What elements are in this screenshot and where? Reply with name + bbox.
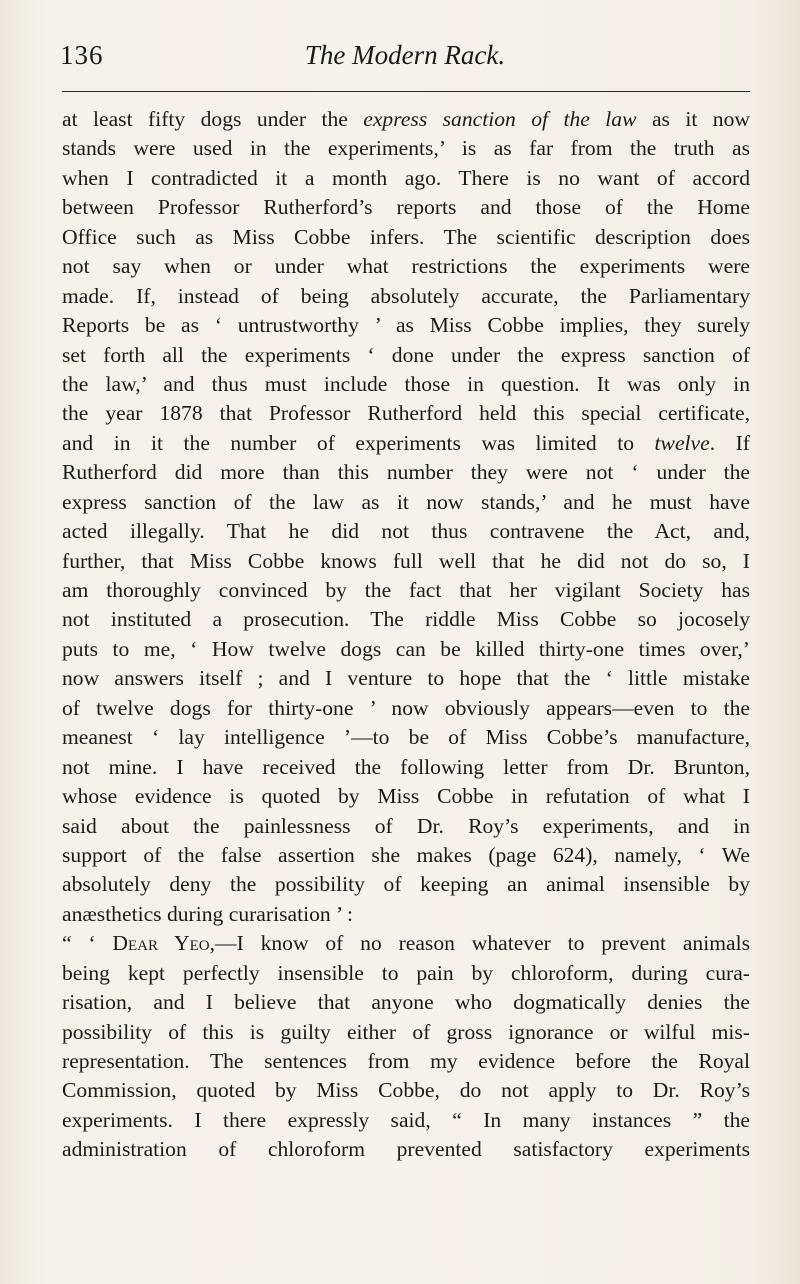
text-line	[62, 988, 750, 1017]
text-line	[62, 164, 750, 193]
text-line	[62, 1047, 750, 1076]
text-segment: not mine. I have received the following letter from Dr. Brunton,	[62, 754, 750, 779]
text-segment: Rutherford did more than this number they were not ‘ under the	[62, 460, 750, 485]
text-line	[62, 635, 750, 664]
text-segment: set forth all the experiments ‘ done under the express sanction of	[62, 342, 750, 367]
text-line	[62, 900, 750, 929]
text-segment: risation, and I believe that anyone who dogmatically denies the	[62, 990, 750, 1015]
text-segment: as it now	[636, 107, 750, 131]
text-line	[62, 458, 750, 487]
text-segment: the law,’ and thus must include those in question. It was only in	[62, 371, 750, 396]
text-segment: the year 1878 that Professor Rutherford held this special certificate,	[62, 401, 750, 426]
text-segment: Commission, quoted by Miss Cobbe, do not apply to Dr. Roy’s	[62, 1078, 750, 1103]
text-line	[62, 282, 750, 311]
text-line	[62, 782, 750, 811]
text-line	[62, 959, 750, 988]
text-segment: said about the painlessness of Dr. Roy’s experiments, and in	[62, 813, 750, 838]
text-line	[62, 311, 750, 340]
text-line	[62, 341, 750, 370]
text-line	[62, 1076, 750, 1105]
text-segment: experiments. I there expressly said, “ In many instances ” the	[62, 1107, 750, 1132]
text-line	[62, 841, 750, 870]
text-segment: meanest ‘ lay intelligence ’—to be of Miss Cobbe’s manufacture,	[62, 725, 750, 750]
text-line	[62, 547, 750, 576]
text-line	[62, 134, 750, 163]
text-segment: “ ‘	[62, 931, 113, 956]
text-segment: puts to me, ‘ How twelve dogs can be killed thirty-one times over,’	[62, 636, 750, 661]
text-line	[62, 1018, 750, 1047]
text-line	[62, 488, 750, 517]
text-line	[62, 429, 750, 458]
small-caps-segment: Dear Yeo	[112, 931, 210, 956]
text-line	[62, 723, 750, 752]
body-text	[62, 105, 750, 1165]
text-segment: of twelve dogs for thirty-one ’ now obviously appears—even to the	[62, 695, 750, 720]
text-segment: made. If, instead of being absolutely accurate, the Parliamentary	[62, 283, 750, 308]
text-segment: stands were used in the experiments,’ is as far from the truth as	[62, 136, 750, 161]
header-rule	[62, 91, 750, 92]
text-segment: not say when or under what restrictions the experiments were	[62, 254, 750, 279]
text-line	[62, 1106, 750, 1135]
text-line	[62, 517, 750, 546]
page-header	[60, 40, 750, 80]
text-segment: not instituted a prosecution. The riddle Miss Cobbe so jocosely	[62, 607, 750, 632]
text-segment: am thoroughly convinced by the fact that her vigilant Society has	[62, 578, 750, 602]
running-title: The Modern Rack.	[304, 40, 506, 70]
text-line	[62, 812, 750, 841]
text-line	[62, 664, 750, 693]
text-segment: whose evidence is quoted by Miss Cobbe in refutation of what I	[62, 784, 750, 809]
page-number: 136	[60, 40, 104, 70]
text-line	[62, 870, 750, 899]
text-segment: when I contradicted it a month ago. There is no want of accord	[62, 165, 750, 190]
text-line	[62, 576, 750, 605]
text-segment: possibility of this is guilty either of gross ignorance or wilful mis-	[62, 1019, 750, 1044]
text-segment: express sanction of the law as it now stands,’ and he must have	[62, 489, 750, 514]
text-line	[62, 1135, 750, 1164]
text-segment: ,—I know of no reason whatever to prevent animals	[209, 931, 751, 956]
text-segment: now answers itself ; and I venture to hope that the ‘ little mistake	[62, 666, 750, 691]
text-segment: further, that Miss Cobbe knows full well that he did not do so, I	[62, 548, 750, 573]
text-segment: Reports be as ‘ untrustworthy ’ as Miss Cobbe implies, they surely	[62, 313, 750, 338]
italic-segment: express sanction of the law	[363, 107, 637, 131]
text-line	[62, 105, 750, 134]
text-line	[62, 193, 750, 222]
text-segment: support of the false assertion she makes (page 624), namely, ‘ We	[62, 842, 750, 867]
text-segment: being kept perfectly insensible to pain by chloroform, during cura-	[62, 960, 750, 985]
text-segment: representation. The sentences from my evidence before the Royal	[62, 1049, 750, 1073]
italic-segment: twelve	[654, 430, 710, 455]
text-segment: at least fifty dogs under the	[62, 107, 364, 131]
text-line	[62, 223, 750, 252]
text-segment: and in it the number of experiments was limited to	[62, 430, 655, 455]
text-line	[62, 929, 750, 958]
text-segment: anæsthetics during curarisation ’ :	[62, 901, 354, 926]
text-segment: acted illegally. That he did not thus contravene the Act, and,	[62, 519, 750, 544]
text-line	[62, 753, 750, 782]
text-line	[62, 605, 750, 634]
text-line	[62, 252, 750, 281]
text-segment: administration of chloroform prevented satisfactory experiments	[62, 1137, 750, 1162]
text-segment: Office such as Miss Cobbe infers. The scientific description does	[62, 224, 750, 249]
text-line	[62, 694, 750, 723]
text-segment: absolutely deny the possibility of keeping an animal insensible by	[62, 872, 750, 897]
text-segment: between Professor Rutherford’s reports and those of the Home	[62, 195, 750, 220]
text-line	[62, 399, 750, 428]
text-line	[62, 370, 750, 399]
text-segment: . If	[709, 430, 750, 455]
